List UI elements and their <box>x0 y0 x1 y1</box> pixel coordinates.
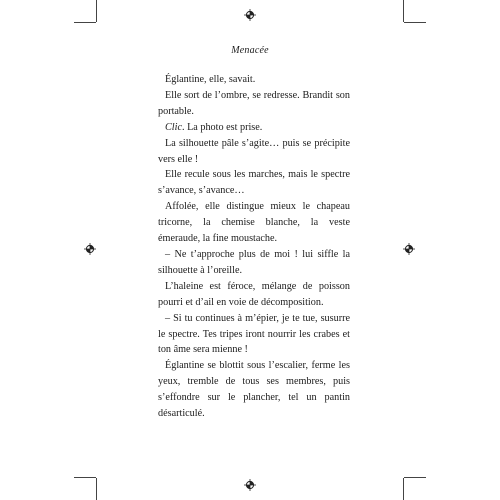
paragraph: Églantine, elle, savait. <box>165 74 256 85</box>
crop-mark <box>96 0 97 22</box>
running-head: Menacée <box>231 45 269 56</box>
crop-mark <box>96 478 97 500</box>
paragraph: La silhouette pâle s’agite… puis se précipite vers elle ! <box>158 137 350 165</box>
paragraph: Elle recule sous les marches, mais le spectre s’avance, s’avance… <box>158 169 350 197</box>
paragraph-text: . La photo est prise. <box>181 121 263 133</box>
paragraph <box>158 120 350 136</box>
body-text <box>158 72 350 422</box>
paragraph: Églantine se blottit sous l’escalier, ferme les yeux, tremble de tous ses membres, puis s’effondre sur le plancher, tel un pantin désarticulé. <box>158 360 350 420</box>
paragraph: – Ne t’approche plus de moi ! lui siffle la silhouette à l’oreille. <box>158 248 350 276</box>
crop-mark <box>74 477 96 478</box>
paragraph: L’haleine est féroce, mélange de poisson pourri et d’ail en voie de décomposition. <box>158 280 350 308</box>
crop-mark <box>403 478 404 500</box>
crop-mark <box>74 22 96 23</box>
registration-mark-icon <box>403 243 415 255</box>
paragraph: Affolée, elle distingue mieux le chapeau tricorne, la chemise blanche, la veste émeraude, la fine moustache. <box>158 201 350 245</box>
crop-mark <box>404 22 426 23</box>
crop-mark <box>404 477 426 478</box>
paragraph: Elle sort de l’ombre, se redresse. Brandit son portable. <box>158 89 350 117</box>
registration-mark-icon <box>84 243 96 255</box>
registration-mark-icon <box>244 9 256 21</box>
italic-word: Clic <box>165 121 182 133</box>
crop-mark <box>403 0 404 22</box>
registration-mark-icon <box>244 479 256 491</box>
paragraph: – Si tu continues à m’épier, je te tue, susurre le spectre. Tes tripes iront nourrir les crabes et ton âme sera mienne ! <box>158 312 350 356</box>
